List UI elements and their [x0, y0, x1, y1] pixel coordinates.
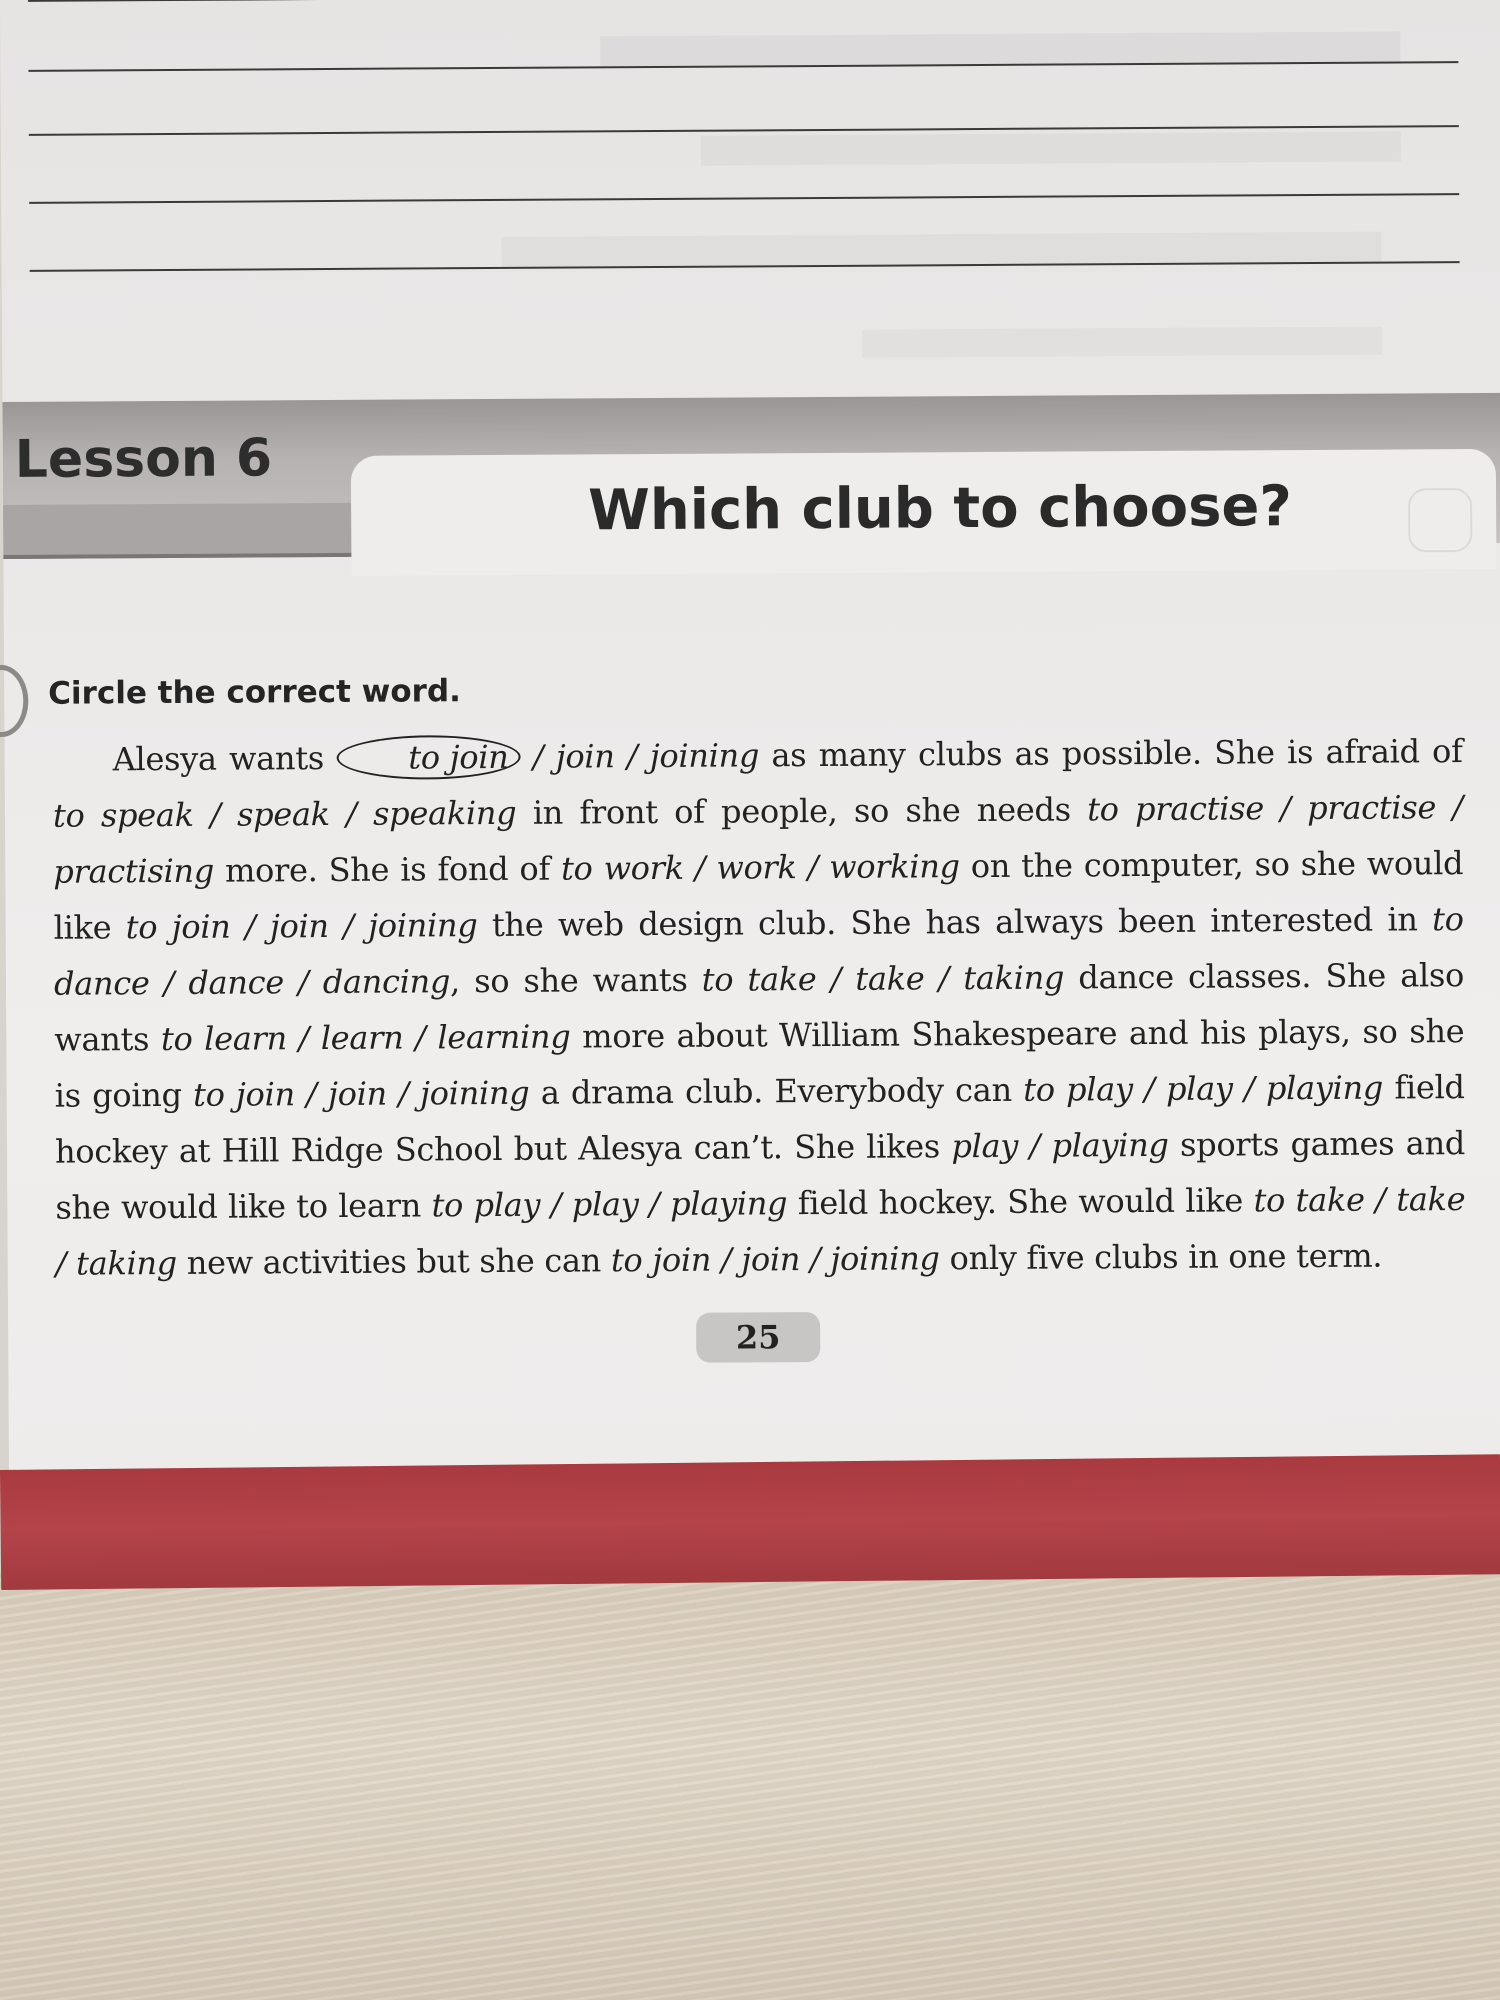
bleed-through-mark: [862, 327, 1382, 358]
word-choice: to play / play / playing: [431, 1184, 788, 1225]
passage-text: more. She is fond of: [213, 849, 562, 890]
page-title: Which club to choose?: [587, 474, 1293, 544]
lesson-tab-base: [3, 503, 353, 559]
passage-text: dance classes. She also wants: [54, 956, 1465, 1059]
passage-text: as many clubs as possible. She is afraid of: [758, 732, 1463, 775]
word-choice: to speak / speak / speaking: [52, 793, 517, 835]
passage-text: a drama club. Everybody can: [529, 1070, 1024, 1112]
passage-text: only five clubs in one term.: [939, 1236, 1383, 1278]
red-cover-edge: [0, 1454, 1500, 1590]
word-choice: to work / work / working: [560, 847, 960, 888]
word-choice: play / playing: [951, 1125, 1169, 1166]
passage-text: more about William Shakespeare and his plays, so she is going: [54, 1012, 1465, 1115]
passage-text: field hockey at Hill Ridge School but Alesya can’t. She likes: [54, 1068, 1465, 1171]
bleed-through-mark: [501, 232, 1381, 267]
word-choice: to take / take / taking: [701, 958, 1065, 999]
answer-line: [29, 193, 1459, 204]
circled-answer: to join: [336, 735, 520, 780]
word-choice: to join / join / joining: [125, 906, 478, 947]
word-choice: to play / play / playing: [1023, 1068, 1384, 1109]
answer-line-partial: [28, 0, 318, 2]
bleed-through-mark: [701, 131, 1401, 165]
exercise-instruction: Circle the correct word.: [48, 673, 461, 712]
word-choice: to take / take / taking: [55, 1180, 1466, 1283]
exercise-passage: [52, 723, 1465, 1292]
word-choice: / join / joining: [520, 736, 760, 776]
bleed-through-mark: [600, 31, 1400, 66]
exercise-number-marker: [0, 665, 29, 737]
word-choice: to dance / dance / dancing: [53, 900, 1464, 1003]
passage-text: field hockey. She would like: [787, 1181, 1254, 1223]
word-choice: to learn / learn / learning: [160, 1017, 571, 1059]
passage-text: the web design club. She has always been interested in: [477, 900, 1433, 945]
passage-text: on the computer, so she would like: [53, 844, 1464, 947]
passage-text: in front of people, so she needs: [516, 790, 1088, 832]
passage-text: , so she wants: [449, 960, 702, 1001]
page-number: 25: [696, 1312, 820, 1363]
passage-text: sports games and she would like to learn: [55, 1124, 1466, 1227]
word-choice: to join / join / joining: [192, 1073, 530, 1114]
wooden-table-surface: [0, 1570, 1500, 2000]
passage-text: new activities but she can: [176, 1241, 612, 1282]
passage-text: Alesya wants: [112, 738, 337, 779]
lesson-label: Lesson 6: [14, 428, 273, 490]
word-choice: to join / join / joining: [610, 1239, 940, 1280]
exercise-number-box: [1408, 488, 1472, 552]
word-choice: to practise / practise / practising: [53, 788, 1464, 891]
